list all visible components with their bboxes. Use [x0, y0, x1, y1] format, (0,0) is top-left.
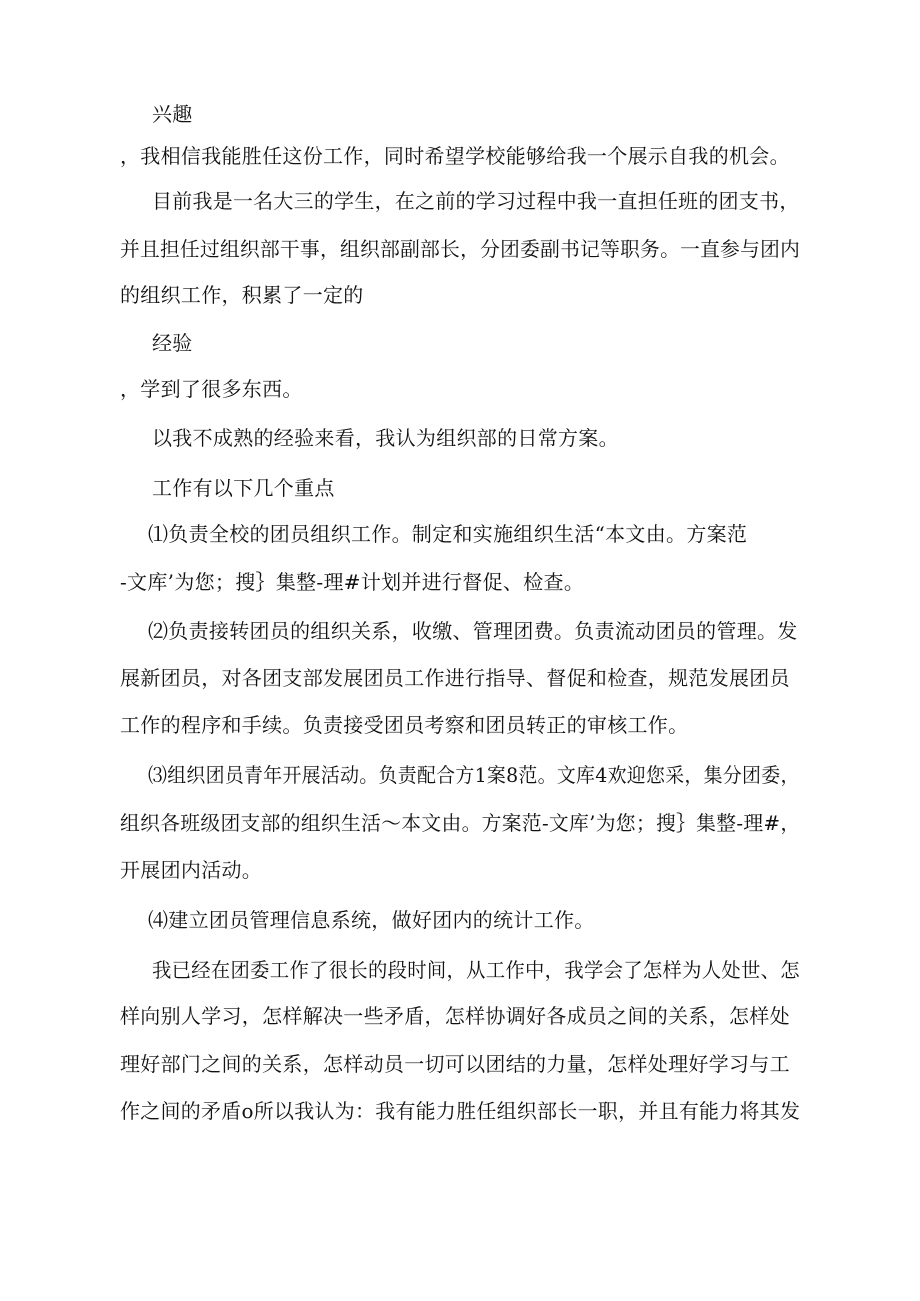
text-line: 的组织工作，积累了一定的: [120, 283, 364, 307]
text-line: 目前我是一名大三的学生，在之前的学习过程中我一直担任班的团支书，: [152, 189, 800, 213]
text-line: 兴趣: [152, 102, 193, 126]
text-line: 样向别人学习，怎样解决一些矛盾，怎样协调好各成员之间的关系，怎样处: [120, 1004, 790, 1028]
text-line: ，我相信我能胜任这份工作，同时希望学校能够给我一个展示自我的机会。: [120, 144, 790, 168]
text-line: -文库’为您；搜｝集整-理#计划并进行督促、检查。: [120, 570, 585, 594]
text-line: 作之间的矛盾o所以我认为：我有能力胜任组织部长一职，并且有能力将其发: [120, 1099, 801, 1123]
text-line: 经验: [152, 331, 193, 355]
text-line: 以我不成熟的经验来看，我认为组织部的日常方案。: [152, 426, 619, 450]
text-line: 工作的程序和手续。负责接受团员考察和团员转正的审核工作。: [120, 713, 689, 737]
text-line: 我已经在团委工作了很长的段时间，从工作中，我学会了怎样为人处世、怎: [152, 958, 800, 982]
text-line: ⑵负责接转团员的组织关系，收缴、管理团费。负责流动团员的管理。发: [148, 619, 798, 643]
text-line: ⑷建立团员管理信息系统，做好团内的统计工作。: [148, 908, 595, 932]
text-line: ⑶组织团员青年开展活动。负责配合方1案8范。文库4欢迎您采，集分团委，: [148, 763, 800, 787]
text-line: 理好部门之间的关系，怎样动员一切可以团结的力量，怎样处理好学习与工: [120, 1052, 790, 1076]
text-line: 开展团内活动。: [120, 858, 263, 882]
text-line: 组织各班级团支部的组织生活～本文由。方案范-文库’为您；搜｝集整-理#，: [120, 811, 801, 835]
text-line: 并且担任过组织部干事，组织部副部长，分团委副书记等职务。一直参与团内: [120, 237, 801, 261]
text-line: ，学到了很多东西。: [120, 377, 303, 401]
text-line: 工作有以下几个重点: [152, 476, 335, 500]
text-line: 展新团员，对各团支部发展团员工作进行指导、督促和检查，规范发展团员: [120, 666, 790, 690]
text-line: ⑴负责全校的团员组织工作。制定和实施组织生活“本文由。方案范: [148, 522, 748, 546]
